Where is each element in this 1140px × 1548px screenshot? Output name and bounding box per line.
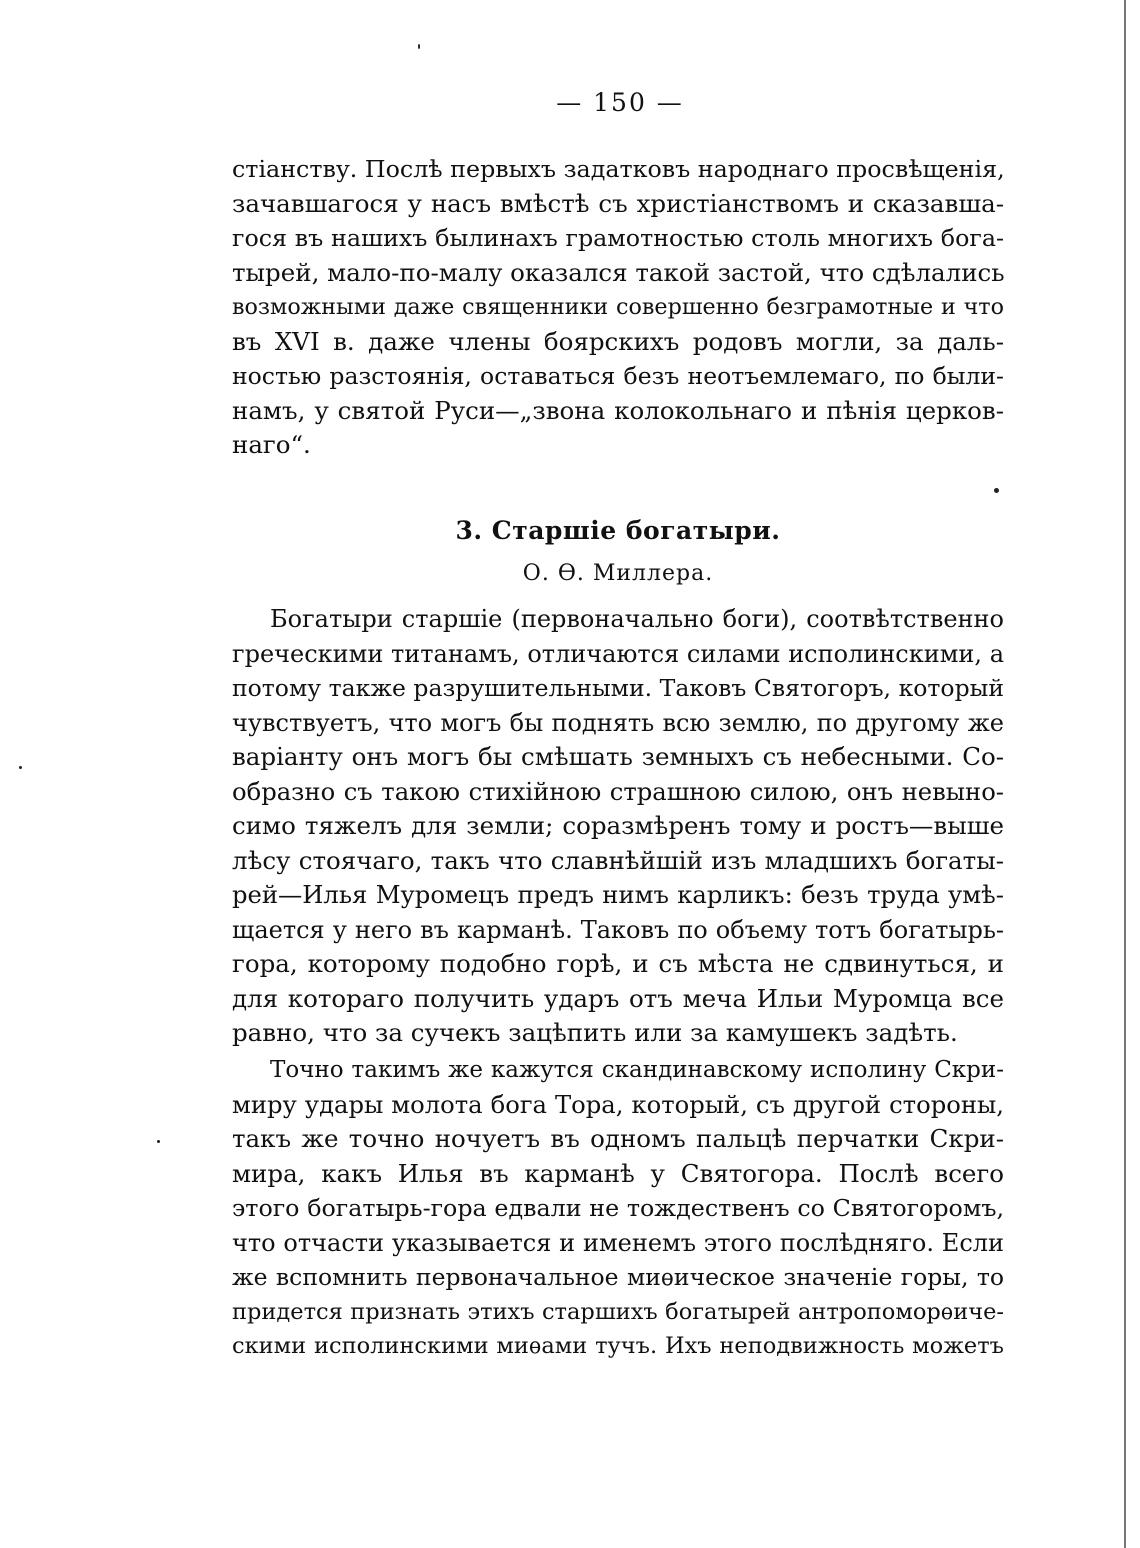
section-author: О. Ѳ. Миллера. [522,561,714,586]
text-line: зачавшагося у насъ вмѣстѣ съ христіанствомъ и сказавша- [232,188,1004,218]
paragraph-2 [232,1053,1004,1364]
text-line: возможными даже священники совершенно безграмотные и что [232,294,1004,320]
text-line: гора, которому подобно горѣ, и съ мѣста не сдвинуться, и [232,949,1004,978]
scan-speck [157,1140,160,1143]
paragraph-1 [232,602,1004,1051]
text-line: что отчасти указывается и именемъ этого послѣдняго. Если [232,1228,1004,1257]
text-line: гося въ нашихъ былинахъ грамотностью столь многихъ бога- [232,224,1004,252]
text-line: наго“. [232,430,311,459]
text-line: же вспомнить первоначальное миѳическое значеніе горы, то [232,1263,1004,1291]
section-title: 3. Старшіе богатыри. [455,516,781,545]
text-line: греческими титанамъ, отличаются силами исполинскими, а [232,639,1004,668]
scan-speck [19,766,22,769]
text-line: этого богатырь-гора едвали не тождественъ со Святогоромъ, [232,1194,1004,1222]
text-line: лѣсу стоячаго, такъ что славнѣйшій изъ младшихъ богаты- [232,845,1004,875]
text-line: стіанству. Послѣ первыхъ задатковъ народнаго просвѣщенія, [232,155,1005,183]
text-line: придется признать этихъ старшихъ богатырей антропоморѳиче- [232,1298,1004,1325]
text-line: миру удары молота бога Тора, который, съ другой стороны, [232,1089,1004,1119]
text-line: скими исполинскими миѳами тучъ. Ихъ неподвижность можетъ [232,1333,1004,1359]
text-line: такъ же точно ночуетъ въ одномъ пальцѣ перчатки Скри- [232,1124,1004,1153]
text-line: ностью разстоянія, оставаться безъ неотъемлемаго, по были- [232,362,1004,390]
text-line: образно съ такою стихійною страшною силою, онъ невыно- [232,776,1004,806]
text-line: въ XVI в. даже члены боярскихъ родовъ могли, за даль- [232,326,1004,356]
scan-speck [994,488,999,493]
text-line: намъ, у святой Руси—„звона колокольнаго и пѣнія церков- [232,395,1004,425]
text-line: рей—Илья Муромецъ предъ нимъ карликъ: безъ труда умѣ- [232,880,1004,909]
page-number: — 150 — [556,88,684,117]
scan-speck [418,44,420,49]
intro-paragraph [232,152,1004,463]
text-line: варіанту онъ могъ бы смѣшать земныхъ съ небесными. Со- [232,742,1004,771]
page-edge-shadow [1124,0,1126,1548]
text-line: чувствуетъ, что могъ бы поднять всю землю, по другому же [232,708,1004,737]
text-line: тырей, мало-по-малу оказался такой застой, что сдѣлались [232,257,1005,287]
text-line: равно, что за сучекъ зацѣпить или за камушекъ задѣть. [232,1018,958,1047]
text-line: Богатыри старшіе (первоначально боги), соотвѣтственно [270,605,1004,633]
text-line: потому также разрушительными. Таковъ Святогоръ, который [232,674,1004,702]
text-line: для котораго получить ударъ отъ меча Ильи Муромца все [232,983,1004,1013]
text-line: мира, какъ Илья въ карманѣ у Святогора. Послѣ всего [232,1158,1004,1188]
text-line: щается у него въ карманѣ. Таковъ по объему тотъ богатырь- [232,915,1004,944]
text-line: Точно такимъ же кажутся скандинавскому исполину Скри- [270,1057,1004,1083]
text-line: симо тяжелъ для земли; соразмѣренъ тому и ростъ—выше [232,811,1004,840]
